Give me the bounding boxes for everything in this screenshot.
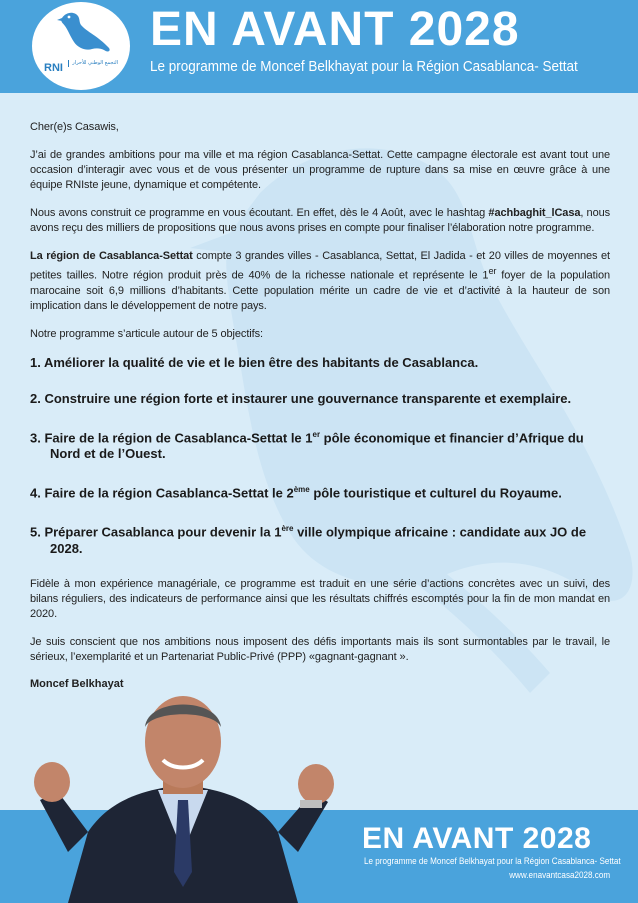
signature: Moncef Belkhayat <box>30 677 124 690</box>
logo-arabic-text: التجمع الوطني للأحرار <box>68 60 118 67</box>
footer-title: EN AVANT 2028 <box>362 822 592 855</box>
page-subtitle: Le programme de Moncef Belkhayat pour la Région Casablanca- Settat <box>150 58 578 75</box>
goal-3 <box>30 427 610 462</box>
greeting: Cher(e)s Casawis, <box>30 121 119 133</box>
goal-1: 1. Améliorer la qualité de vie et le bien être des habitants de Casablanca. <box>30 354 479 370</box>
letter-body <box>30 120 610 690</box>
paragraph-conclusion: Je suis conscient que nos ambitions nous imposent des défis importants mais ils sont surmontables par le travail, le sérieux, l’exemplarité et un Partenariat Public-Privé (PPP) «gagnant-gagnant ». <box>30 635 610 663</box>
goal-4-text-b: pôle touristique et culturel du Royaume. <box>309 485 562 501</box>
paragraph-hashtag <box>30 206 610 236</box>
paragraph-region-text-b: foyer de la population marocaine soit 6,9 millions d’habitants. Cette population mérite un cadre de vie et d’activité à la hauteur de son implication dans le développement de notre pays. <box>30 269 610 312</box>
paragraph-experience: Fidèle à mon expérience managériale, ce programme est traduit en une série d’actions concrètes avec un suivi, des bilans réguliers, des indicateurs de performance ainsi que les résultats chiffrés escomptés pour la fin de mon mandat en 2020. <box>30 577 610 620</box>
goal-5-sup: ère <box>281 524 294 534</box>
goal-3-text-a: 3. Faire de la région de Casablanca-Settat le 1 <box>30 429 313 445</box>
goal-5-text-a: 5. Préparer Casablanca pour devenir la 1 <box>30 524 282 540</box>
goal-5-text-b: ville olympique africaine : candidate aux JO de 2028. <box>50 524 587 556</box>
dove-icon <box>54 8 114 60</box>
goal-3-sup: er <box>312 429 321 439</box>
paragraph-objectives-intro: Notre programme s’articule autour de 5 objectifs: <box>30 327 263 340</box>
rni-logo <box>32 2 130 90</box>
paragraph-hashtag-before: Nous avons construit ce programme en vous écoutant. En effet, dès le 4 Août, avec le hashtag <box>30 207 489 219</box>
goal-2: 2. Construire une région forte et instaurer une gouvernance transparente et exemplaire. <box>30 390 572 406</box>
goal-4-text-a: 4. Faire de la région Casablanca-Settat le 2 <box>30 485 294 501</box>
logo-rni-text: RNI <box>44 62 63 74</box>
paragraph-hashtag-after: , nous avons reçu des milliers de propositions que nous avons prises en compte pour finaliser l’élaboration notre programme. <box>30 207 611 234</box>
paragraph-region-text-a: compte 3 grandes villes - Casablanca, Settat, El Jadida - et 20 villes de moyennes et petites tailles. Notre région produit près de 40% de la richesse nationale et représente le 1 <box>30 250 610 282</box>
hashtag: #achbaghit_lCasa <box>488 207 581 219</box>
paragraph-region-sup: er <box>488 266 497 276</box>
paragraph-intro: J’ai de grandes ambitions pour ma ville et ma région Casablanca-Settat. Cette campagne électorale est avant tout une occasion d’interagir avec vous et de vous présenter un programme de rupture dans sa mise en œuvre grâce à une équipe RNIste jeune, dynamique et compétente. <box>30 149 610 191</box>
page-title: EN AVANT 2028 <box>150 3 520 56</box>
paragraph-region <box>30 249 610 314</box>
footer-subtitle: Le programme de Moncef Belkhayat pour la Région Casablanca- Settat <box>364 856 621 866</box>
goal-4 <box>30 482 610 501</box>
region-name: La région de Casablanca-Settat <box>30 250 193 262</box>
footer-url-link[interactable]: www.enavantcasa2028.com <box>509 870 610 880</box>
candidate-portrait <box>28 682 338 903</box>
top-banner <box>0 0 638 93</box>
goal-3-text-b: pôle économique et financier d’Afrique du Nord et de l’Ouest. <box>50 429 584 461</box>
goal-4-sup: ème <box>293 484 310 494</box>
goal-5 <box>30 521 610 556</box>
